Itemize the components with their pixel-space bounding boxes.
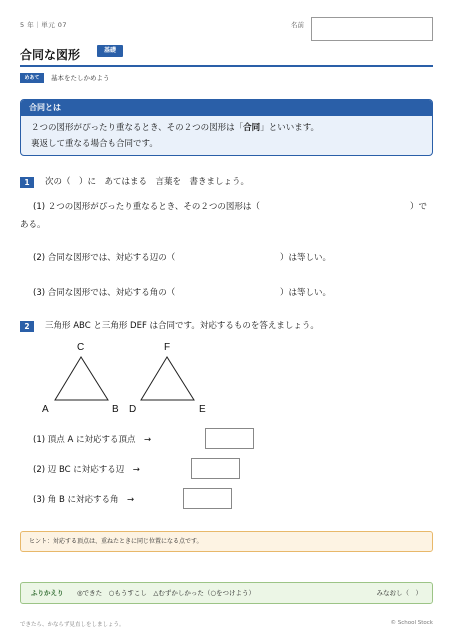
question-2-text: 三角形 ABC と三角形 DEF は合同です。対応するものを答えましょう。 [45,321,319,331]
goal-badge: めあて [20,73,44,83]
footer-copyright: © School Stock [390,620,433,626]
definition-keyword: 合同 [243,123,261,133]
review-retry: みなおし（ ） [376,589,422,597]
review-options: ◎できた ○もうすこし △むずかしかった（○をつけよう） [77,589,256,597]
definition-line-1-post: 」といいます。 [260,123,320,133]
hint-box: ヒント：対応する頂点は、重ねたときに同じ位置になる点です。 [20,531,433,552]
q2-item-3: (3) 角 B に対応する角 → [33,495,135,505]
review-label: ふりかえり [31,589,64,597]
goal-text: 基本をたしかめよう [51,74,110,82]
page-title: 合同な図形 [20,48,81,62]
triangle-def [141,357,194,400]
definition-heading: 合同とは [21,100,432,116]
vertex-e-label: E [199,404,206,415]
q1-item-3: (3) 合同な図形では、対応する角の（ [33,288,176,298]
q1-item-3-tail: ）は等しい。 [280,288,332,298]
q2-answer-3-box[interactable] [183,488,232,509]
q2-answer-2-box[interactable] [191,458,240,479]
grade-unit: 5 年｜単元 07 [20,21,68,29]
footer-note: できたら、かならず見直しをしましょう。 [20,622,125,628]
q1-item-2: (2) 合同な図形では、対応する辺の（ [33,253,176,263]
question-1-number: 1 [20,177,34,188]
definition-line-2: 裏返して重なる場合も合同です。 [31,139,158,149]
question-2-number: 2 [20,321,34,332]
vertex-c-label: C [77,342,85,353]
vertex-f-label: F [164,342,171,353]
vertex-a-label: A [42,404,49,415]
name-label: 名前 [291,21,304,29]
review-box [20,582,433,604]
q1-item-1-tail: ）で [410,202,428,212]
vertex-d-label: D [129,404,137,415]
q1-item-2-tail: ）は等しい。 [280,253,332,263]
definition-line-1-pre: ２つの図形がぴったり重なるとき、その２つの図形は「 [31,123,244,133]
q2-item-2: (2) 辺 BC に対応する辺 → [33,465,140,475]
q2-item-1: (1) 頂点 A に対応する頂点 → [33,435,152,445]
question-1-text: 次の（ ）に あてはまる 言葉を 書きましょう。 [45,177,250,187]
vertex-b-label: B [112,404,119,415]
q1-item-1-cont: ある。 [20,220,46,230]
q2-answer-1-box[interactable] [205,428,254,449]
triangle-abc [55,357,108,400]
q1-item-1: (1) ２つの図形がぴったり重なるとき、その２つの図形は（ [33,202,260,212]
level-badge: 基礎 [97,45,123,57]
